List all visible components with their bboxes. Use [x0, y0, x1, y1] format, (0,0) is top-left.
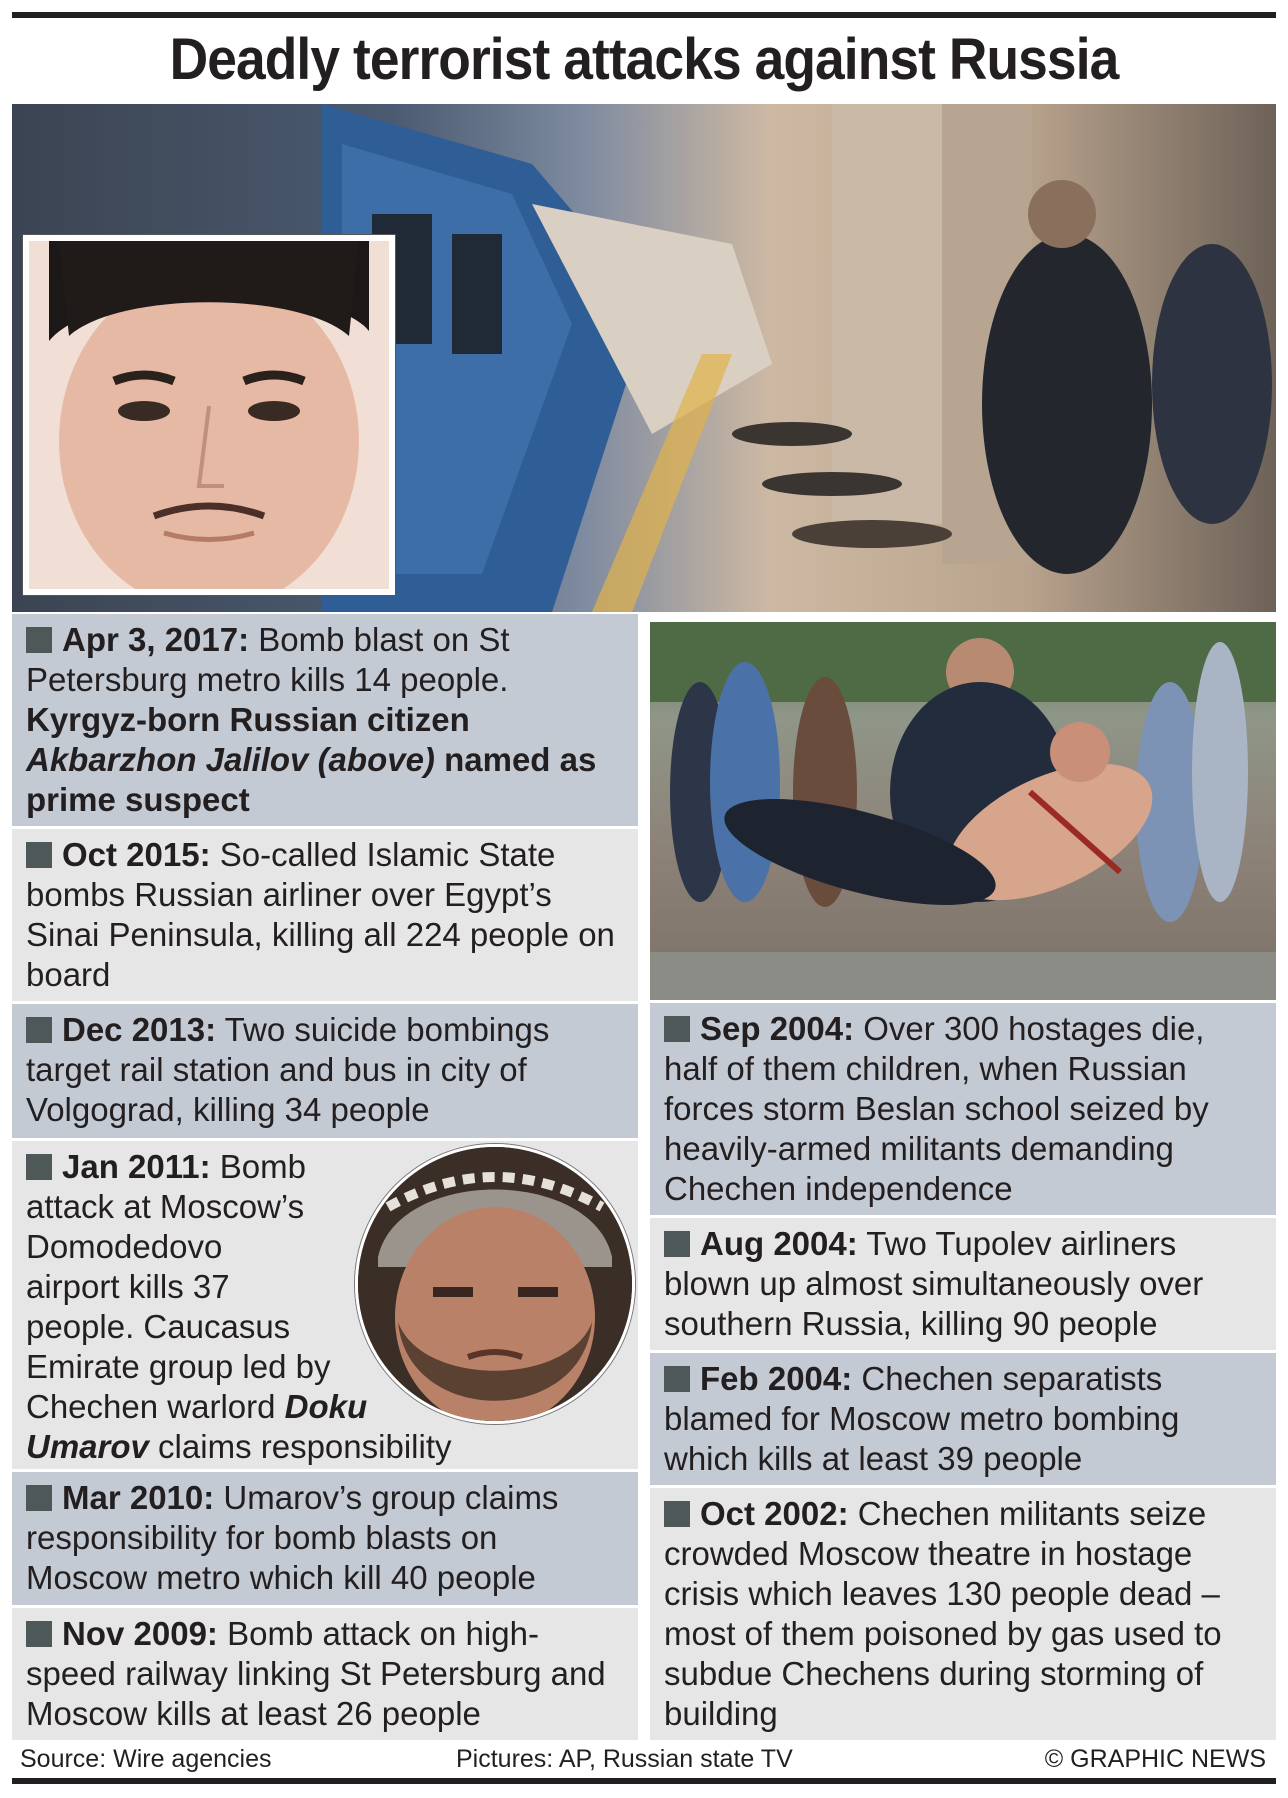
top-rule	[12, 12, 1276, 18]
copyright-credit: © GRAPHIC NEWS	[1044, 1745, 1266, 1773]
square-bullet-icon	[26, 1485, 52, 1511]
square-bullet-icon	[664, 1501, 690, 1527]
entry-aug-2004: Aug 2004: Two Tupolev airliners blown up almost simultaneously over southern Russia, killing 90 people	[650, 1218, 1276, 1350]
square-bullet-icon	[26, 1621, 52, 1647]
umarov-portrait-illustration	[358, 1147, 632, 1421]
entry-jan-2011: Jan 2011: Bomb attack at Moscow’s Domodedovo airport kills 37 people. Caucasus Emirate group led by Chechen warlord Doku Umarov claims responsibility	[12, 1141, 638, 1469]
page-title: Deadly terrorist attacks against Russia	[169, 27, 1119, 92]
umarov-portrait	[355, 1144, 635, 1424]
square-bullet-icon	[26, 1154, 52, 1180]
square-bullet-icon	[26, 627, 52, 653]
entry-nov-2009: Nov 2009: Bomb attack on high-speed railway linking St Petersburg and Moscow kills at least 26 people	[12, 1608, 638, 1740]
source-credit: Source: Wire agencies	[20, 1745, 272, 1773]
entry-oct-2002: Oct 2002: Chechen militants seize crowded Moscow theatre in hostage crisis which leaves 130 people dead – most of them poisoned by gas used to subdue Chechens during storming of building	[650, 1488, 1276, 1740]
pictures-credit: Pictures: AP, Russian state TV	[456, 1745, 793, 1773]
entry-feb-2004: Feb 2004: Chechen separatists blamed for Moscow metro bombing which kills at least 39 people	[650, 1353, 1276, 1485]
metro-blast-photo	[12, 104, 1276, 612]
bottom-rule	[12, 1778, 1276, 1784]
square-bullet-icon	[26, 1017, 52, 1043]
entry-dec-2013: Dec 2013: Two suicide bombings target rail station and bus in city of Volgograd, killing 34 people	[12, 1004, 638, 1138]
entry-apr-2017: Apr 3, 2017: Bomb blast on St Petersburg metro kills 14 people. Kyrgyz-born Russian citizen Akbarzhon Jalilov (above) named as prime suspect	[12, 614, 638, 826]
square-bullet-icon	[26, 842, 52, 868]
square-bullet-icon	[664, 1366, 690, 1392]
suspect-portrait-frame	[22, 234, 396, 596]
square-bullet-icon	[664, 1231, 690, 1257]
entry-mar-2010: Mar 2010: Umarov’s group claims responsibility for bomb blasts on Moscow metro which kill 40 people	[12, 1472, 638, 1605]
beslan-rescue-photo	[650, 622, 1276, 1000]
entry-sep-2004: Sep 2004: Over 300 hostages die, half of them children, when Russian forces storm Beslan school seized by heavily-armed militants demanding Chechen independence	[650, 1003, 1276, 1215]
suspect-portrait	[29, 241, 389, 589]
square-bullet-icon	[664, 1016, 690, 1042]
entry-oct-2015: Oct 2015: So-called Islamic State bombs Russian airliner over Egypt’s Sinai Peninsula, killing all 224 people on board	[12, 829, 638, 1001]
beslan-scene-illustration	[650, 622, 1276, 1000]
